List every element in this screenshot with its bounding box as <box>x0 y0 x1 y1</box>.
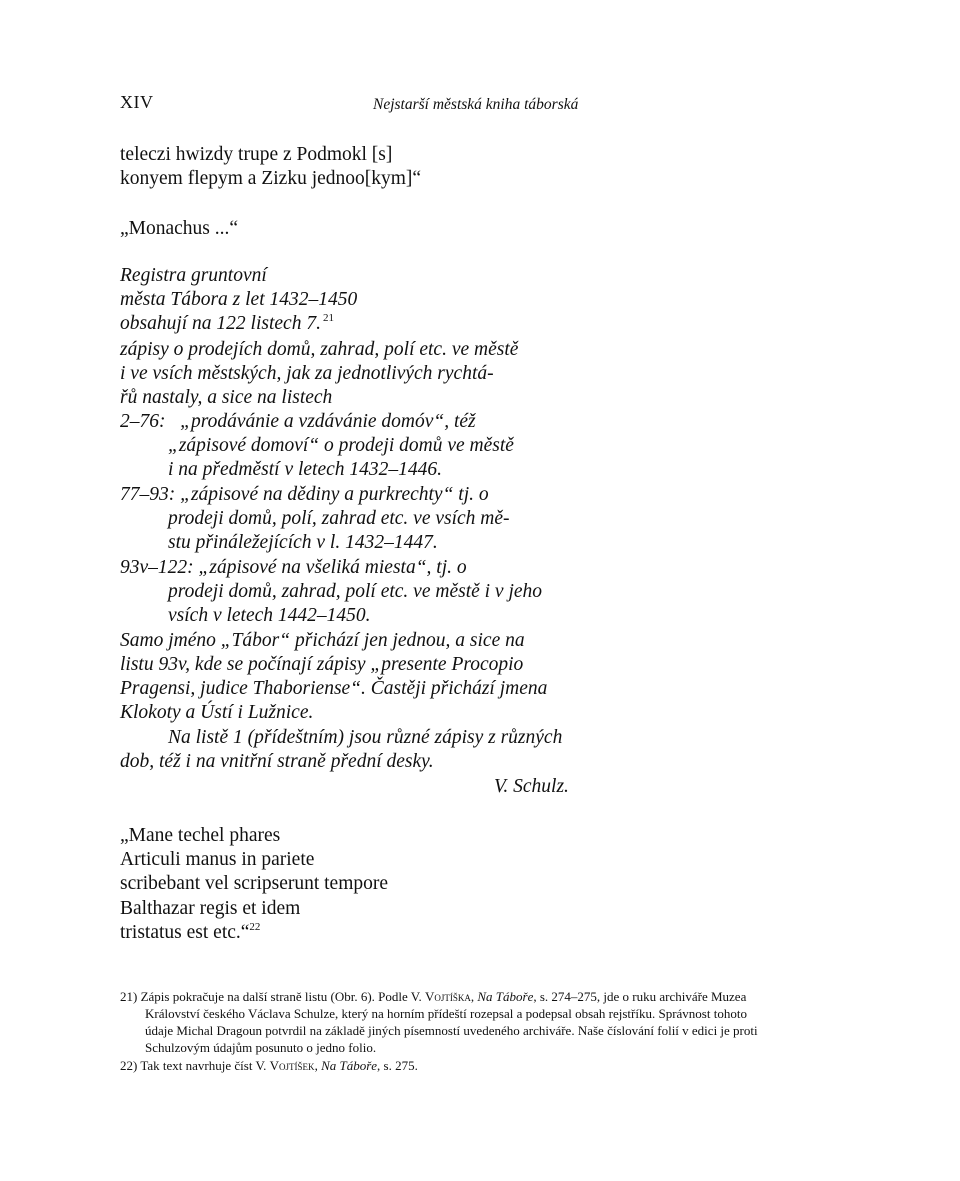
footnote-21-line: Království českého Václava Schulze, který na horním přídeští rozepsal a podepsal obsah rejstříku. Správnost tohoto <box>145 1006 747 1021</box>
monachus-line: „Monachus ...“ <box>120 218 239 239</box>
schulz-line: prodeji domů, polí, zahrad etc. ve vsích mě- <box>168 508 510 529</box>
footnote-text: , <box>470 989 475 1004</box>
signature: V. Schulz. <box>494 776 569 797</box>
schulz-line: 2–76: „prodávánie a vzdávánie domóv“, též <box>120 411 476 432</box>
schulz-line: řů nastaly, a sice na listech <box>120 387 333 408</box>
schulz-line: vsích v letech 1442–1450. <box>168 605 371 626</box>
quote-line: konyem flepym a Zizku jednoo[kym]“ <box>120 168 422 189</box>
running-title: Nejstarší městská kniha táborská <box>373 96 579 113</box>
footnote-text: , s. 275. <box>377 1058 418 1073</box>
latin-line-with-ref <box>120 921 260 947</box>
quote-line: teleczi hwizdy trupe z Podmokl [s] <box>120 144 393 165</box>
footnote-21-line: Schulzovým údajům posunuto o jedno folio. <box>145 1040 377 1055</box>
schulz-line: Klokoty a Ústí i Lužnice. <box>120 702 314 723</box>
footnote-22-line <box>120 1057 418 1074</box>
work-title: Na Táboře <box>477 989 534 1004</box>
author-name: Vojtíšek <box>269 1058 315 1073</box>
schulz-line: i na předměstí v letech 1432–1446. <box>168 459 443 480</box>
latin-line: scribebant vel scripserunt tempore <box>120 873 389 894</box>
footnote-number: 21) <box>120 989 138 1004</box>
schulz-line: dob, též i na vnitřní straně přední desky. <box>120 751 434 772</box>
latin-line: „Mane techel phares <box>120 825 281 846</box>
schulz-line: stu přináležejících v l. 1432–1447. <box>168 532 438 553</box>
schulz-line: „zápisové domoví“ o prodeji domů ve městě <box>168 435 514 456</box>
footnote-text: Zápis pokračuje na další straně listu (Obr. 6). Podle V. <box>140 989 422 1004</box>
footnote-text: Tak text navrhuje číst V. <box>140 1058 267 1073</box>
footnote-ref-21: 21 <box>322 312 334 324</box>
schulz-line: i ve vsích městských, jak za jednotlivých rychtá- <box>120 363 494 384</box>
schulz-line: Samo jméno „Tábor“ přichází jen jednou, a sice na <box>120 630 525 651</box>
footnote-ref-22: 22 <box>249 921 261 933</box>
page-number: XIV <box>120 92 154 112</box>
latin-line: Articuli manus in pariete <box>120 849 315 870</box>
schulz-line-text: obsahují na 122 listech 7. <box>120 313 321 334</box>
schulz-line: Na listě 1 (přídeštním) jsou různé zápisy z různých <box>168 727 563 748</box>
author-name: Vojtíška <box>424 989 471 1004</box>
footnote-text: , <box>314 1058 318 1073</box>
schulz-line: zápisy o prodejích domů, zahrad, polí etc. ve městě <box>120 339 519 360</box>
schulz-line: 93v–122: „zápisové na všeliká miesta“, tj. o <box>120 557 467 578</box>
schulz-line-with-ref <box>120 312 334 338</box>
schulz-line: listu 93v, kde se počínají zápisy „presente Procopio <box>120 654 524 675</box>
work-title: Na Táboře <box>321 1058 378 1073</box>
schulz-line: Registra gruntovní <box>120 265 267 286</box>
footnote-text: , s. 274–275, jde o ruku archiváře Muzea <box>533 989 747 1004</box>
schulz-line: Pragensi, judice Thaboriense“. Častěji přichází jmena <box>120 678 548 699</box>
schulz-line: města Tábora z let 1432–1450 <box>120 289 358 310</box>
footnote-21-line <box>120 988 746 1005</box>
schulz-line: prodeji domů, zahrad, polí etc. ve městě i v jeho <box>168 581 543 602</box>
latin-line-text: tristatus est etc.“ <box>120 922 250 943</box>
footnote-number: 22) <box>120 1058 138 1073</box>
footnote-21-line: údaje Michal Dragoun potvrdil na základě jiných písemností uvedeného archiváře. Naše číslování folií v edici je proti <box>145 1023 758 1038</box>
schulz-line: 77–93: „zápisové na dědiny a purkrechty“ tj. o <box>120 484 489 505</box>
latin-line: Balthazar regis et idem <box>120 898 301 919</box>
